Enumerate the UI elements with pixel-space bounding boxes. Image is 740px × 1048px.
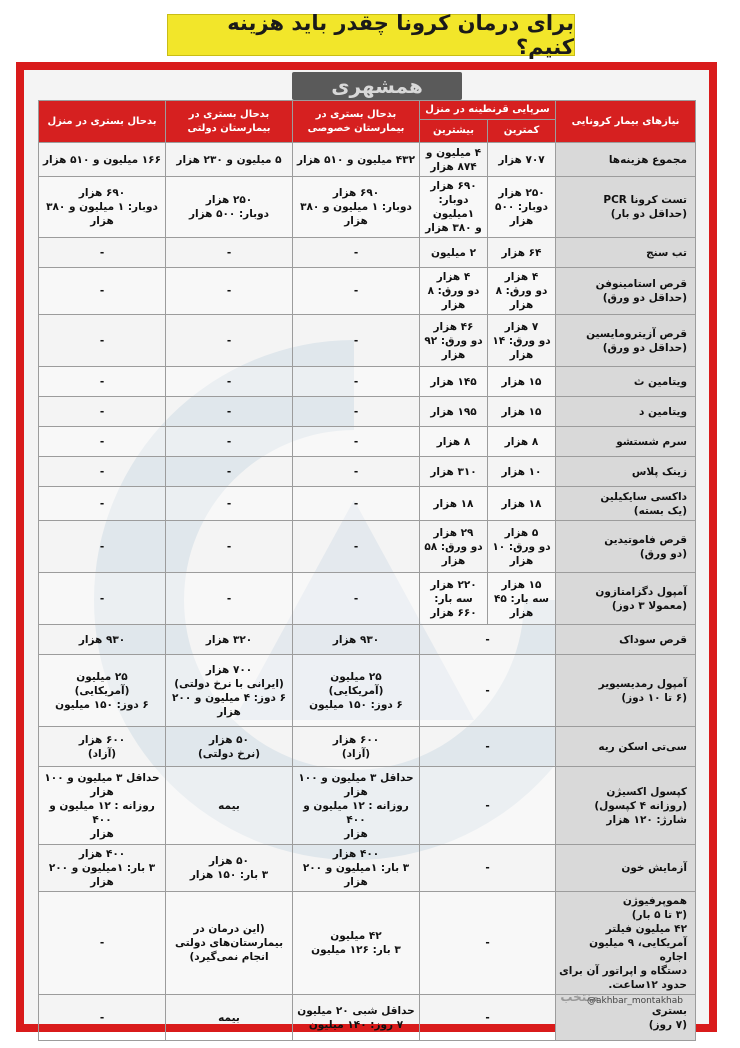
cell-public-hospital: - xyxy=(166,521,293,573)
cell-need: آمپول دگزامتازون (معمولا ۳ دوز) xyxy=(556,573,696,625)
cell-max: ۲۹ هزار دو ورق: ۵۸ هزار xyxy=(420,521,488,573)
cell-private-hospital: حداقل شبی ۲۰ میلیون ۷ روز: ۱۴۰ میلیون xyxy=(293,995,420,1041)
header-private-hospital: بدحال بستری در بیمارستان خصوصی xyxy=(293,101,420,143)
cell-min: ۵ هزار دو ورق: ۱۰ هزار xyxy=(488,521,556,573)
cell-min: ۷۰۷ هزار xyxy=(488,143,556,177)
cell-public-hospital: ۲۵۰ هزار دوبار: ۵۰۰ هزار xyxy=(166,177,293,238)
cell-private-hospital: ۴۰۰ هزار ۳ بار: ۱میلیون و ۲۰۰ هزار xyxy=(293,845,420,892)
poster-body xyxy=(24,70,709,1031)
cell-home: - xyxy=(39,521,166,573)
cell-need: سرم شستشو xyxy=(556,427,696,457)
cell-public-hospital: ۷۰۰ هزار (ایرانی با نرخ دولتی) ۶ دوز: ۴ میلیون و ۲۰۰ هزار xyxy=(166,655,293,727)
cell-min: ۸ هزار xyxy=(488,427,556,457)
cell-max: ۱۴۵ هزار xyxy=(420,367,488,397)
cell-outpatient: - xyxy=(420,767,556,845)
page-title: برای درمان کرونا چقدر باید هزینه کنیم؟ xyxy=(167,14,575,56)
cell-need: قرص فاموتیدین (دو ورق) xyxy=(556,521,696,573)
table-row xyxy=(39,655,696,727)
cell-need: زینک پلاس xyxy=(556,457,696,487)
cell-min: ۱۵ هزار xyxy=(488,367,556,397)
cell-need: تب سنج xyxy=(556,238,696,268)
cell-public-hospital: - xyxy=(166,315,293,367)
cell-need: داکسی سایکیلین (یک بسته) xyxy=(556,487,696,521)
cell-home: ۹۳۰ هزار xyxy=(39,625,166,655)
poster-frame xyxy=(16,62,717,1032)
cell-home: - xyxy=(39,995,166,1041)
cell-home: - xyxy=(39,457,166,487)
cell-max: ۱۹۵ هزار xyxy=(420,397,488,427)
cell-home: - xyxy=(39,573,166,625)
header-need: نیازهای بیمار کرونایی xyxy=(556,101,696,143)
cell-home: ۶۰۰ هزار (آزاد) xyxy=(39,727,166,767)
cell-public-hospital: ۵۰ هزار (نرخ دولتی) xyxy=(166,727,293,767)
table-row xyxy=(39,315,696,367)
cell-need: کپسول اکسیژن (روزانه ۴ کپسول) شارژ: ۱۲۰ هزار xyxy=(556,767,696,845)
table-row xyxy=(39,573,696,625)
cell-outpatient: - xyxy=(420,995,556,1041)
cell-max: ۶۹۰ هزار دوبار: ۱میلیون و ۳۸۰ هزار xyxy=(420,177,488,238)
table-row xyxy=(39,177,696,238)
cell-private-hospital: - xyxy=(293,521,420,573)
cell-public-hospital: بیمه xyxy=(166,995,293,1041)
cell-private-hospital: - xyxy=(293,268,420,315)
header-min: کمترین xyxy=(488,120,556,143)
cell-max: ۸ هزار xyxy=(420,427,488,457)
cell-public-hospital: (این درمان در بیمارستان‌های دولتی انجام نمی‌گیرد) xyxy=(166,892,293,995)
cell-private-hospital: - xyxy=(293,487,420,521)
cell-home: - xyxy=(39,487,166,521)
cell-public-hospital: - xyxy=(166,367,293,397)
cell-public-hospital: ۳۲۰ هزار xyxy=(166,625,293,655)
table-row xyxy=(39,143,696,177)
header-max: بیشترین xyxy=(420,120,488,143)
cell-max: ۳۱۰ هزار xyxy=(420,457,488,487)
table-row xyxy=(39,487,696,521)
cell-need: قرص آزیترومایسین (حداقل دو ورق) xyxy=(556,315,696,367)
cell-need: قرص سوداک xyxy=(556,625,696,655)
cell-outpatient: - xyxy=(420,845,556,892)
cell-max: ۲ میلیون xyxy=(420,238,488,268)
cell-min: ۱۸ هزار xyxy=(488,487,556,521)
cell-home: - xyxy=(39,397,166,427)
cell-outpatient: - xyxy=(420,727,556,767)
cell-need: ویتامین د xyxy=(556,397,696,427)
newspaper-logo: همشهری xyxy=(292,72,462,100)
cell-min: ۱۵ هزار سه بار: ۴۵ هزار xyxy=(488,573,556,625)
cell-max: ۴۶ هزار دو ورق: ۹۲ هزار xyxy=(420,315,488,367)
cell-private-hospital: حداقل ۳ میلیون و ۱۰۰ هزار روزانه : ۱۲ میلیون و ۴۰۰ هزار xyxy=(293,767,420,845)
cell-need: بستری (۷ روز) xyxy=(556,995,696,1041)
table-row xyxy=(39,457,696,487)
cell-min: ۱۵ هزار xyxy=(488,397,556,427)
cell-need: تست کرونا PCR (حداقل دو بار) xyxy=(556,177,696,238)
cell-need: آزمایش خون xyxy=(556,845,696,892)
cell-outpatient: - xyxy=(420,655,556,727)
cell-outpatient: - xyxy=(420,625,556,655)
cell-home: ۴۰۰ هزار ۳ بار: ۱میلیون و ۲۰۰ هزار xyxy=(39,845,166,892)
cell-public-hospital: - xyxy=(166,487,293,521)
cell-public-hospital: بیمه xyxy=(166,767,293,845)
cell-min: ۶۴ هزار xyxy=(488,238,556,268)
cell-home: ۶۹۰ هزار دوبار: ۱ میلیون و ۳۸۰ هزار xyxy=(39,177,166,238)
table-row xyxy=(39,268,696,315)
cell-private-hospital: - xyxy=(293,367,420,397)
cell-private-hospital: ۴۲ میلیون ۳ بار: ۱۲۶ میلیون xyxy=(293,892,420,995)
table-row xyxy=(39,767,696,845)
cell-home: ۲۵ میلیون (آمریکایی) ۶ دوز: ۱۵۰ میلیون xyxy=(39,655,166,727)
table-row xyxy=(39,625,696,655)
cell-max: ۱۸ هزار xyxy=(420,487,488,521)
cell-public-hospital: - xyxy=(166,573,293,625)
cell-private-hospital: ۴۳۲ میلیون و ۵۱۰ هزار xyxy=(293,143,420,177)
cell-home: - xyxy=(39,367,166,397)
header-home: بدحال بستری در منزل xyxy=(39,101,166,143)
cell-home: حداقل ۳ میلیون و ۱۰۰ هزار روزانه : ۱۲ میلیون و ۴۰۰ هزار xyxy=(39,767,166,845)
cell-need: مجموع هزینه‌ها xyxy=(556,143,696,177)
table-row xyxy=(39,238,696,268)
source-credit: @akhbar_montakhab xyxy=(586,996,683,1006)
cell-max: ۴ میلیون و ۸۷۴ هزار xyxy=(420,143,488,177)
cell-private-hospital: - xyxy=(293,457,420,487)
cell-private-hospital: - xyxy=(293,397,420,427)
cell-public-hospital: ۵ میلیون و ۲۳۰ هزار xyxy=(166,143,293,177)
cell-public-hospital: - xyxy=(166,457,293,487)
header-public-hospital: بدحال بستری در بیمارستان دولتی xyxy=(166,101,293,143)
cell-public-hospital: - xyxy=(166,397,293,427)
cell-private-hospital: - xyxy=(293,315,420,367)
cell-min: ۷ هزار دو ورق: ۱۴ هزار xyxy=(488,315,556,367)
cell-need: سی‌تی اسکن ریه xyxy=(556,727,696,767)
table-row xyxy=(39,845,696,892)
cell-min: ۲۵۰ هزار دوبار: ۵۰۰ هزار xyxy=(488,177,556,238)
table-row xyxy=(39,521,696,573)
cell-private-hospital: - xyxy=(293,238,420,268)
cell-need: ویتامین ث xyxy=(556,367,696,397)
cell-public-hospital: ۵۰ هزار ۳ بار: ۱۵۰ هزار xyxy=(166,845,293,892)
cell-need: قرص استامینوفن (حداقل دو ورق) xyxy=(556,268,696,315)
cell-public-hospital: - xyxy=(166,427,293,457)
cell-need: هموپرفیوژن (۳ تا ۵ بار) ۴۲ میلیون فیلتر آمریکایی، ۹ میلیون اجاره دستگاه و اپراتور آن برای حدود ۱۲ساعت. xyxy=(556,892,696,995)
cell-private-hospital: ۲۵ میلیون (آمریکایی) ۶ دوز: ۱۵۰ میلیون xyxy=(293,655,420,727)
cell-home: - xyxy=(39,238,166,268)
header-outpatient: سرپایی قرنطینه در منزل xyxy=(420,101,556,120)
cell-public-hospital: - xyxy=(166,238,293,268)
cell-private-hospital: - xyxy=(293,427,420,457)
cell-min: ۴ هزار دو ورق: ۸ هزار xyxy=(488,268,556,315)
cell-private-hospital: - xyxy=(293,573,420,625)
table-row xyxy=(39,427,696,457)
cell-home: - xyxy=(39,427,166,457)
table-row xyxy=(39,727,696,767)
cell-home: - xyxy=(39,315,166,367)
cell-public-hospital: - xyxy=(166,268,293,315)
cell-home: ۱۶۶ میلیون و ۵۱۰ هزار xyxy=(39,143,166,177)
cell-home: - xyxy=(39,268,166,315)
cell-min: ۱۰ هزار xyxy=(488,457,556,487)
cell-need: آمپول رمدیسیویر (۶ تا ۱۰ دوز) xyxy=(556,655,696,727)
cell-outpatient: - xyxy=(420,892,556,995)
cost-table xyxy=(38,100,696,1041)
cell-private-hospital: ۹۳۰ هزار xyxy=(293,625,420,655)
table-row xyxy=(39,367,696,397)
table-row xyxy=(39,397,696,427)
cell-max: ۲۲۰ هزار سه بار: ۶۶۰ هزار xyxy=(420,573,488,625)
cell-private-hospital: ۶۰۰ هزار (آزاد) xyxy=(293,727,420,767)
table-row xyxy=(39,892,696,995)
cell-home: - xyxy=(39,892,166,995)
source-logo: منتخب xyxy=(560,990,599,1004)
cell-private-hospital: ۶۹۰ هزار دوبار: ۱ میلیون و ۳۸۰ هزار xyxy=(293,177,420,238)
cell-max: ۴ هزار دو ورق: ۸ هزار xyxy=(420,268,488,315)
